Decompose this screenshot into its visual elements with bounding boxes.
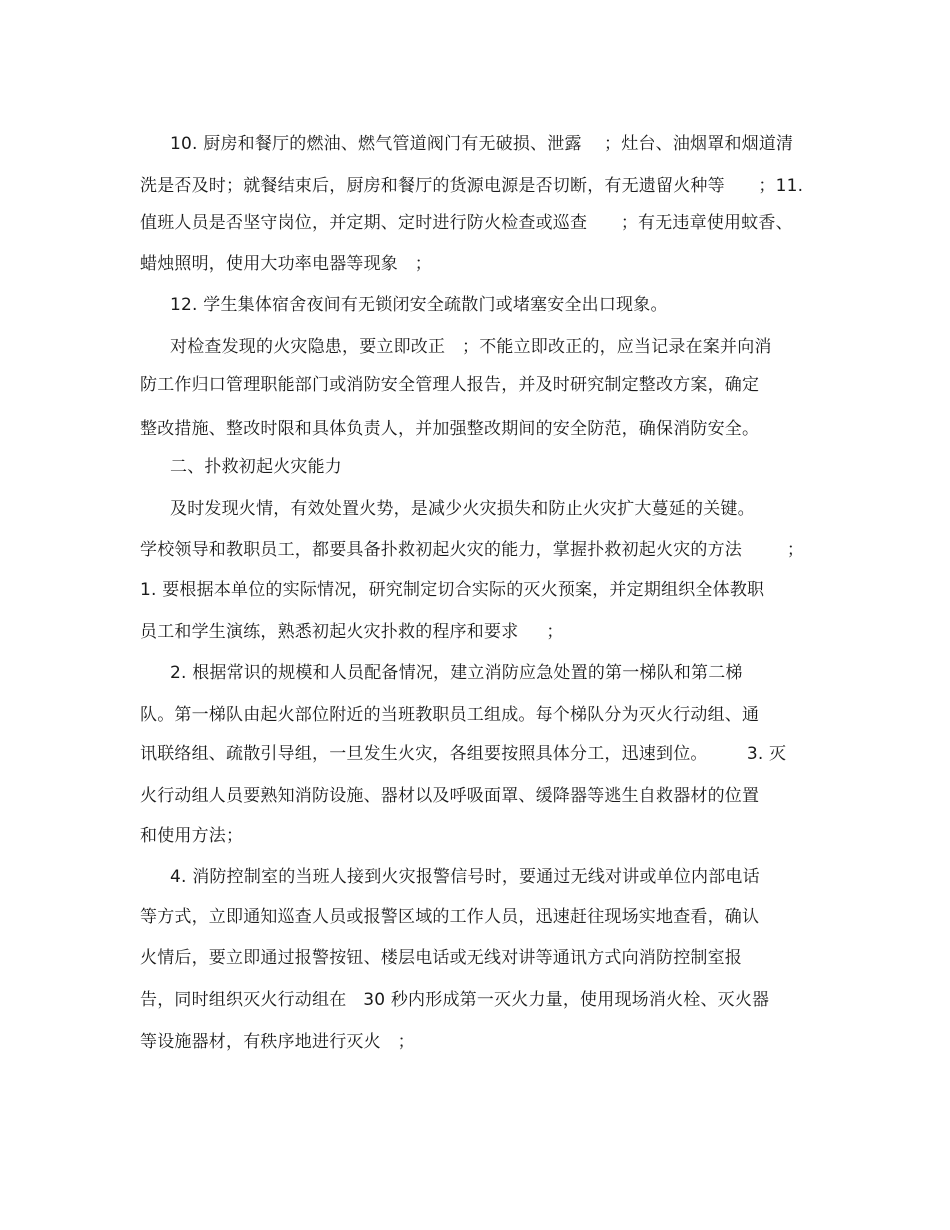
- text-line: 和使用方法；: [140, 826, 244, 846]
- text-line: 值班人员是否坚守岗位，并定期、定时进行防火检查或巡查 ；有无违章使用蚊香、: [140, 213, 793, 233]
- text-line: 对检查发现的火灾隐患，要立即改正 ；不能立即改正的，应当记录在案并向消: [170, 337, 772, 357]
- text-line: 4. 消防控制室的当班人接到火灾报警信号时，要通过无线对讲或单位内部电话: [170, 867, 760, 887]
- text-line: 10. 厨房和餐厅的燃油、燃气管道阀门有无破损、泄露 ；灶台、油烟罩和烟道清: [170, 134, 794, 154]
- text-line: 告，同时组织灭火行动组在 30 秒内形成第一灭火力量，使用现场消火栓、灭火器: [140, 990, 770, 1010]
- section-heading: 二、扑救初起火灾能力: [170, 457, 342, 477]
- text-line: 等设施器材，有秩序地进行灭火 ；: [140, 1032, 415, 1052]
- text-line: 员工和学生演练，熟悉初起火灾扑救的程序和要求 ；: [140, 622, 564, 642]
- text-line: 火行动组人员要熟知消防设施、器材以及呼吸面罩、缓降器等逃生自救器材的位置: [140, 786, 760, 806]
- text-line: 及时发现火情，有效处置火势，是减少火灾损失和防止火灾扩大蔓延的关键。: [170, 499, 755, 519]
- text-line: 防工作归口管理职能部门或消防安全管理人报告，并及时研究制定整改方案，确定: [140, 375, 760, 395]
- text-line: 整改措施、整改时限和具体负责人，并加强整改期间的安全防范，确保消防安全。: [140, 419, 760, 439]
- text-line: 队。第一梯队由起火部位附近的当班教职员工组成。每个梯队分为灭火行动组、通: [140, 705, 760, 725]
- text-line: 蜡烛照明，使用大功率电器等现象 ；: [140, 254, 433, 274]
- text-line: 1. 要根据本单位的实际情况，研究制定切合实际的灭火预案，并定期组织全体教职: [140, 580, 765, 600]
- text-line: 12. 学生集体宿舍夜间有无锁闭安全疏散门或堵塞安全出口现象。: [170, 295, 668, 315]
- text-line: 洗是否及时；就餐结束后，厨房和餐厅的货源电源是否切断，有无遗留火种等 ；11.: [140, 176, 804, 196]
- text-line: 讯联络组、疏散引导组，一旦发生火灾，各组要按照具体分工，迅速到位。 3. 灭: [140, 744, 787, 764]
- text-line: 等方式，立即通知巡查人员或报警区域的工作人员，迅速赶往现场实地查看，确认: [140, 907, 760, 927]
- text-line: 学校领导和教职员工，都要具备扑救初起火灾的能力，掌握扑救初起火灾的方法 ；: [140, 540, 805, 560]
- text-line: 2. 根据常识的规模和人员配备情况，建立消防应急处置的第一梯队和第二梯: [170, 663, 743, 683]
- text-line: 火情后，要立即通过报警按钮、楼层电话或无线对讲等通讯方式向消防控制室报: [140, 948, 742, 968]
